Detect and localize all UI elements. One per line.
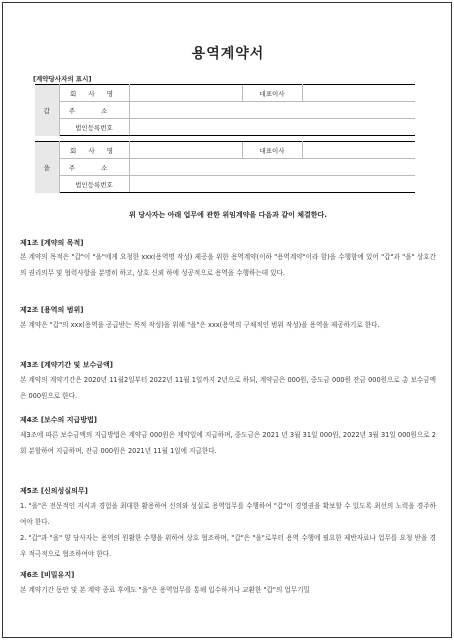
party-b-side-label: 을 — [35, 142, 59, 193]
party-b-name-label: 회 사 명 — [59, 142, 129, 159]
article-3-body: 본 계약의 계약기간은 2020년 11월2일부터 2022년 11월 1일까지 2년으로 하되, 계약금은 000원, 중도금 000원 잔금 000원으로 총 보수금액은 000원으로 한다. — [20, 376, 436, 400]
party-a-name-label: 회 사 명 — [59, 85, 129, 102]
article-6-body: 본 계약기간 동안 및 본 계약 종료 후에도 "을"은 용역업무를 통해 입수하거나 교환한 "갑"의 업무기밀 — [20, 586, 310, 594]
party-a-address-label: 주 소 — [59, 102, 129, 119]
party-a-side-label: 갑 — [35, 85, 59, 136]
document-title: 용역계약서 — [191, 46, 265, 62]
party-a-name-value[interactable] — [129, 85, 242, 102]
contract-intro: 위 당사자는 아래 업무에 관한 위임계약을 다음과 같이 체결한다. — [129, 211, 327, 219]
party-b-regno-value[interactable] — [129, 176, 415, 193]
party-a-table — [35, 84, 415, 136]
article-4-body: 제3조에 따른 보수금액의 지급방법은 계약금 000원은 계약일에 지급하며, 중도금은 2021 년 3월 31일 000원, 2022년 3월 31일 000원으로 2회 분할하여 지급하며, 잔금 000원은 2021년 11월 1일에 지급한다. — [20, 431, 436, 455]
party-b-name-value[interactable] — [129, 142, 242, 159]
article-6-title: 제6조 [비밀유지] — [20, 571, 75, 579]
article-1-body: 본 계약의 목적은 "갑"이 "을"에게 요청한 xxx(용역명 작성) 제공을 위한 용역계약(이하 "용역계약"이라 함)을 수행함에 있어 "갑"과 "을" 상호간의 권리의무 및 협력사항을 분명히 하고, 상호 신뢰 하에 성공적으로 용역을 수행하는데 있다. — [20, 253, 436, 277]
party-b-ceo-label: 대표이사 — [242, 142, 302, 159]
article-5-body-2: 2. "갑"과 "을" 양 당사자는 용역의 원활한 수행을 위하여 상호 협조하며, "갑"은 "을"로부터 용역 수행에 필요한 제반자료나 업무를 요청 받을 경우 적극적으로 협조하여야 한다. — [20, 534, 436, 558]
party-b-address-label: 주 소 — [59, 159, 129, 176]
party-a-address-value[interactable] — [129, 102, 415, 119]
party-b-table — [35, 141, 415, 193]
party-a-regno-label: 법인등록번호 — [59, 119, 129, 136]
article-5-title: 제5조 [신의성실의무] — [20, 487, 88, 495]
party-a-ceo-label: 대표이사 — [242, 85, 302, 102]
article-5-body-1: 1. "을"은 전문적인 지식과 경험을 최대한 활용하여 신의와 성실로 용역업무를 수행하여 "갑"이 경영권을 확보할 수 있도록 최선의 노력을 경주하여야 한다. — [20, 502, 436, 526]
article-4-title: 제4조 [보수의 지급방법] — [20, 416, 98, 424]
article-3-title: 제3조 [계약기간 및 보수금액] — [20, 361, 113, 369]
article-1-title: 제1조 [계약의 목적] — [20, 239, 84, 247]
article-2-body: 본 계약은 "갑"의 xxx(용역을 공급받는 목적 작성)을 위해 "을"은 xxx(용역의 구체적인 범위 작성)을 용역을 제공하기로 한다. — [20, 321, 380, 329]
party-b-ceo-value[interactable] — [302, 142, 415, 159]
party-b-address-value[interactable] — [129, 159, 415, 176]
article-2-title: 제2조 [용역의 범위] — [20, 306, 84, 314]
party-section-label: [계약당사자의 표시] — [33, 75, 92, 83]
party-a-ceo-value[interactable] — [302, 85, 415, 102]
document-page — [2, 2, 452, 638]
party-b-regno-label: 법인등록번호 — [59, 176, 129, 193]
party-a-regno-value[interactable] — [129, 119, 415, 136]
